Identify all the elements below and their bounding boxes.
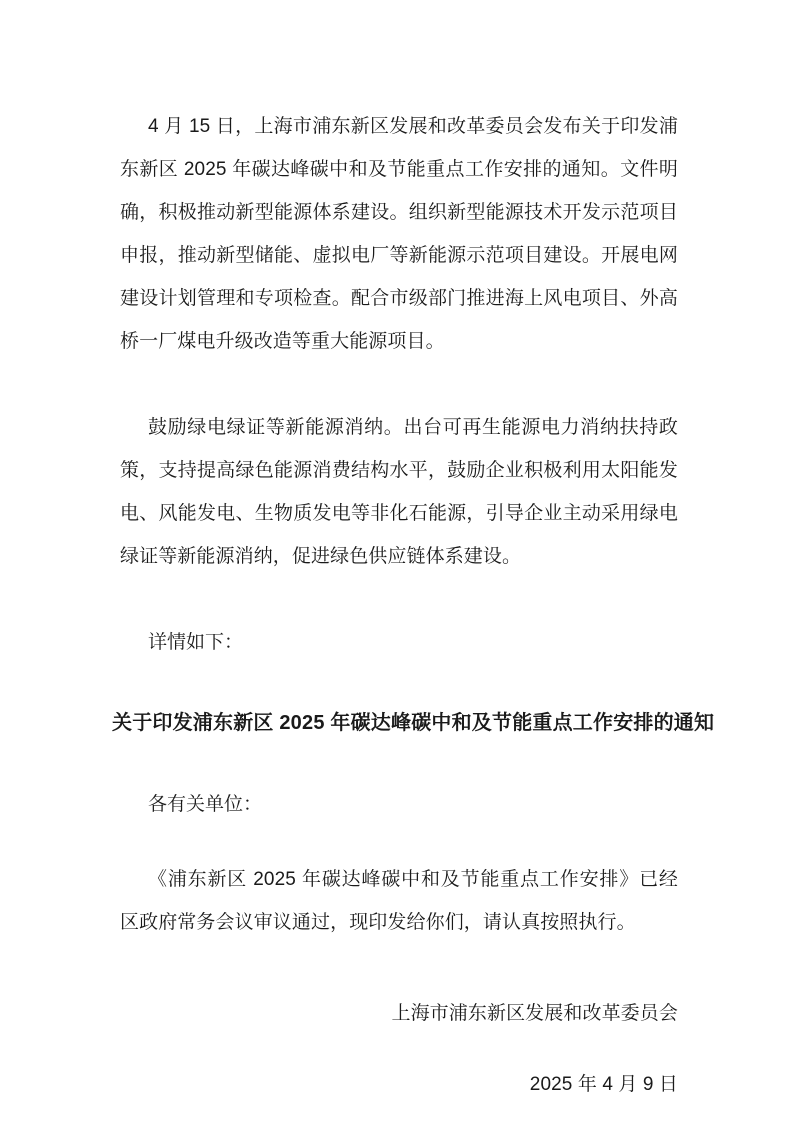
notice-title: 关于印发浦东新区 2025 年碳达峰碳中和及节能重点工作安排的通知 xyxy=(112,712,715,734)
body-paragraph-3: 《浦东新区 2025 年碳达峰碳中和及节能重点工作安排》已经区政府常务会议审议通过，现印发给你们，请认真按照执行。 xyxy=(120,869,678,933)
body-paragraph-1: 4 月 15 日，上海市浦东新区发展和改革委员会发布关于印发浦东新区 2025 年碳达峰碳中和及节能重点工作安排的通知。文件明确，积极推动新型能源体系建设。组织新型能源技术开发示范项目申报，推动新型储能、虚拟电厂等新能源示范项目建设。开展电网建设计划管理和专项检查。配合市级部门推进海上风电项目、外高桥一厂煤电升级改造等重大能源项目。 xyxy=(120,116,678,352)
salutation-line: 各有关单位： xyxy=(148,794,263,815)
details-lead-line: 详情如下： xyxy=(148,632,244,653)
document-content xyxy=(112,0,715,1106)
body-paragraph-2: 鼓励绿电绿证等新能源消纳。出台可再生能源电力消纳扶持政策，支持提高绿色能源消费结构水平，鼓励企业积极利用太阳能发电、风能发电、生物质发电等非化石能源，引导企业主动采用绿电绿证等新能源消纳，促进绿色供应链体系建设。 xyxy=(120,417,678,567)
signature-organization: 上海市浦东新区发展和改革委员会 xyxy=(391,1003,678,1024)
signature-date: 2025 年 4 月 9 日 xyxy=(529,1074,678,1095)
